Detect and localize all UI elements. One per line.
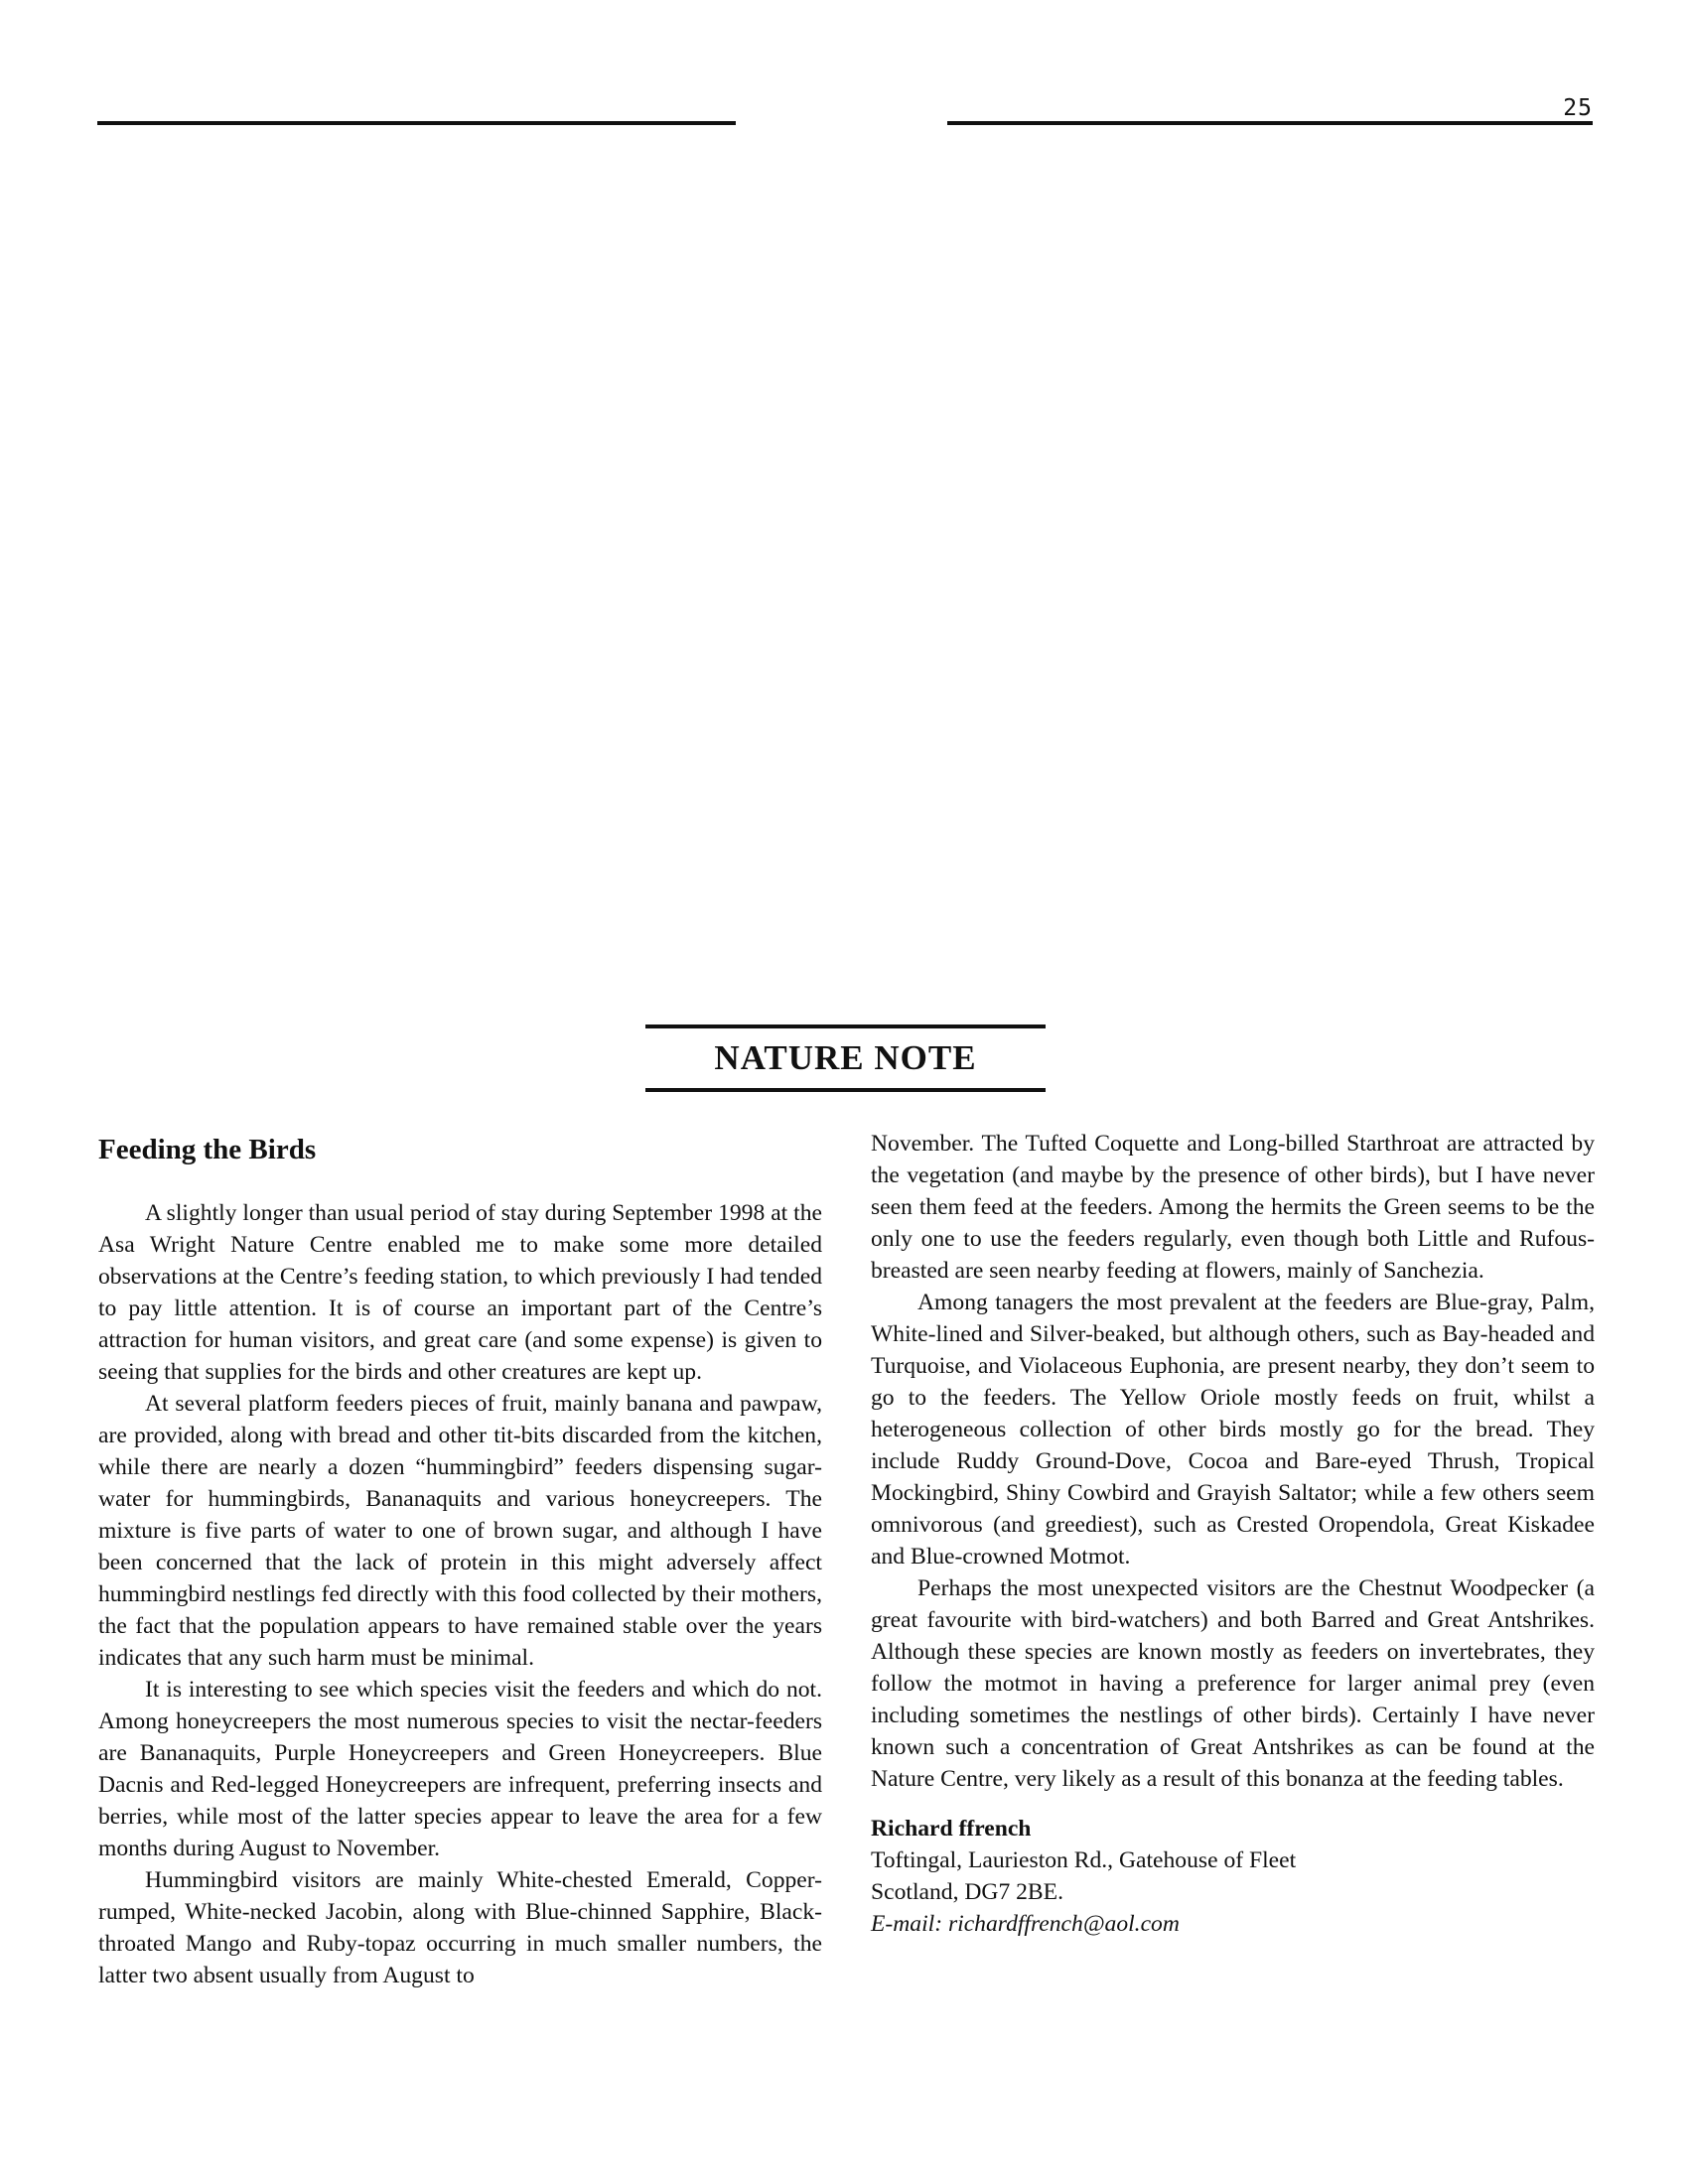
paragraph: A slightly longer than usual period of stay during September 1998 at the Asa Wright Nature Centre enabled me to make some more detailed observations at the Centre’s feeding station, to which previously I had tended to pay little attention. It is of course an important part of the Centre’s attraction for human visitors, and great care (and some expense) is given to seeing that supplies for the birds and other creatures are kept up. (98, 1200, 822, 1385)
paragraph-continuation: November. The Tufted Coquette and Long-billed Starthroat are attracted by the vegetation (and maybe by the presence of other birds), but I have never seen them feed at the feeders. Among the hermits the Green seems to be the only one to use the feeders regularly, even though both Little and Rufous-breasted are seen nearby feeding at flowers, mainly of Sanchezia. (871, 1131, 1595, 1284)
right-column (871, 1128, 1595, 1940)
author-signature (871, 1813, 1595, 1940)
paragraph: Hummingbird visitors are mainly White-chested Emerald, Copper-rumped, White-necked Jacobin, along with Blue-chinned Sapphire, Black-throated Mango and Ruby-topaz occurring in much smaller numbers, the latter two absent usually from August to (98, 1867, 822, 1988)
paragraph: Among tanagers the most prevalent at the feeders are Blue-gray, Palm, White-lined and Silver-beaked, but although others, such as Bay-headed and Turquoise, and Violaceous Euphonia, are present nearby, they don’t seem to go to the feeders. The Yellow Oriole mostly feeds on fruit, whilst a heterogeneous collection of other birds mostly go for the bread. They include Ruddy Ground-Dove, Cocoa and Bare-eyed Thrush, Tropical Mockingbird, Shiny Cowbird and Grayish Saltator; while a few others seem omnivorous (and greediest), such as Crested Oropendola, Great Kiskadee and Blue-crowned Motmot. (871, 1290, 1595, 1570)
left-column (98, 1128, 822, 1991)
section-title: NATURE NOTE (714, 1038, 977, 1077)
header-rule-right (947, 121, 1593, 125)
article-title: Feeding the Birds (98, 1134, 317, 1165)
author-address-line1: Toftingal, Laurieston Rd., Gatehouse of Fleet (871, 1847, 1297, 1873)
paragraph: At several platform feeders pieces of fruit, mainly banana and pawpaw, are provided, along with bread and other tit-bits discarded from the kitchen, while there are nearly a dozen “hummingbird” feeders dispensing sugar-water for hummingbirds, Bananaquits and various honeycreepers. The mixture is five parts of water to one of brown sugar, and although I have been concerned that the lack of protein in this might adversely affect hummingbird nestlings fed directly with this food collected by their mothers, the fact that the population appears to have remained stable over the years indicates that any such harm must be minimal. (98, 1391, 822, 1671)
section-banner (645, 1024, 1046, 1092)
paragraph: Perhaps the most unexpected visitors are the Chestnut Woodpecker (a great favourite with bird-watchers) and both Barred and Great Antshrikes. Although these species are known mostly as feeders on invertebrates, they follow the motmot in having a preference for larger animal prey (even including sometimes the nestlings of other birds). Certainly I have never known such a concentration of Great Antshrikes as can be found at the Nature Centre, very likely as a result of this bonanza at the feeding tables. (871, 1575, 1595, 1792)
paragraph: It is interesting to see which species visit the feeders and which do not. Among honeycreepers the most numerous species to visit the nectar-feeders are Bananaquits, Purple Honeycreepers and Green Honeycreepers. Blue Dacnis and Red-legged Honeycreepers are infrequent, preferring insects and berries, while most of the latter species appear to leave the area for a few months during August to November. (98, 1677, 822, 1861)
author-name: Richard ffrench (871, 1816, 1032, 1842)
page-number: 25 (1563, 95, 1593, 121)
author-email: E-mail: richardffrench@aol.com (871, 1911, 1180, 1937)
header-rule-left (97, 121, 736, 125)
author-address-line2: Scotland, DG7 2BE. (871, 1879, 1063, 1905)
